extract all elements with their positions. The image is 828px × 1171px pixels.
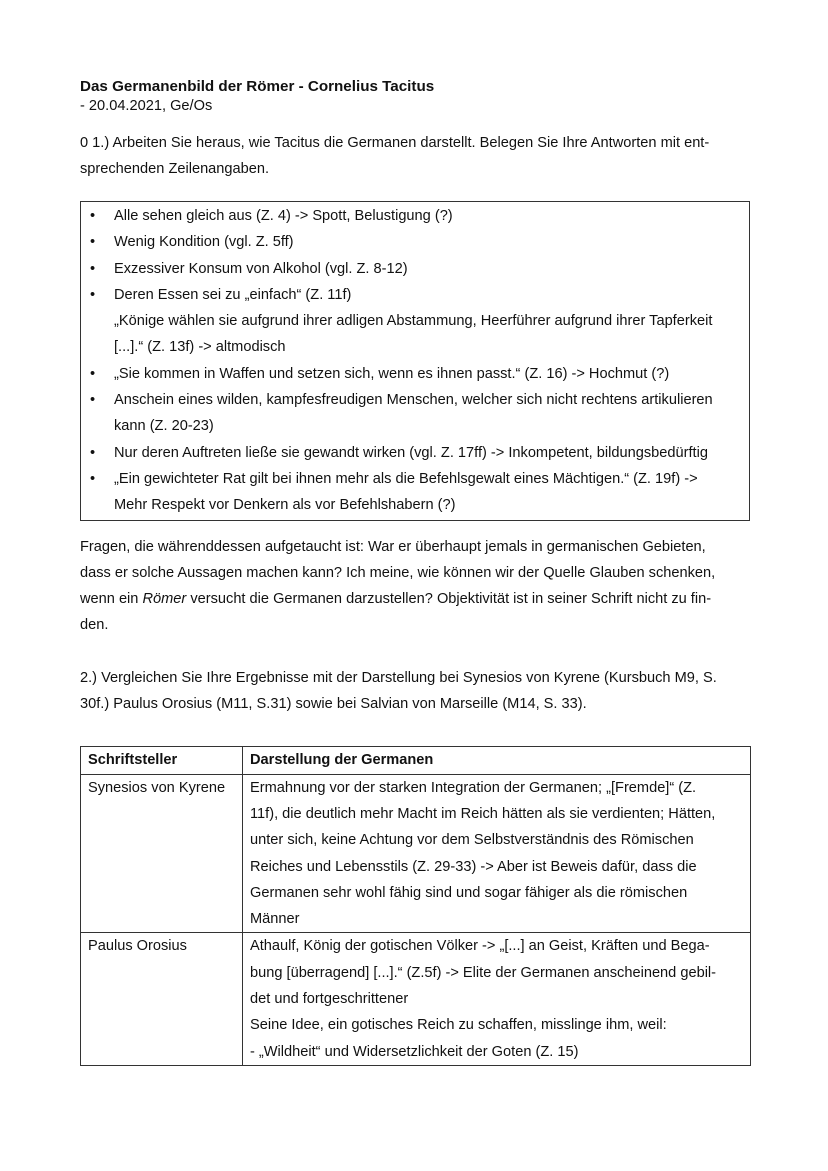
answer-bullet-list bbox=[81, 203, 749, 519]
cell-line: unter sich, keine Achtung vor dem Selbstverständnis des Römischen bbox=[250, 832, 694, 849]
task-2-line: 2.) Vergleichen Sie Ihre Ergebnisse mit der Darstellung bei Synesios von Kyrene (Kursbuch M9, S. bbox=[80, 669, 717, 686]
table-header-author: Schriftsteller bbox=[81, 747, 243, 774]
bullet-continuation bbox=[81, 492, 749, 518]
bullet-text: Mehr Respekt vor Denkern als vor Befehlshabern (?) bbox=[114, 497, 456, 514]
bullet-text: Anschein eines wilden, kampfesfreudigen Menschen, welcher sich nicht rechtens artikulieren bbox=[114, 392, 713, 409]
cell-line: bung [überragend] [...].“ (Z.5f) -> Elite der Germanen anscheinend gebil- bbox=[250, 964, 717, 981]
task-2-prompt bbox=[80, 665, 750, 718]
bullet-dot: • bbox=[90, 444, 96, 461]
bullet-item bbox=[81, 203, 749, 229]
bullet-text: Exzessiver Konsum von Alkohol (vgl. Z. 8-12) bbox=[114, 260, 408, 277]
table-header-row bbox=[81, 747, 751, 774]
bullet-text: „Sie kommen in Waffen und setzen sich, wenn es ihnen passt.“ (Z. 16) -> Hochmut (?) bbox=[114, 365, 670, 382]
comparison-table bbox=[80, 746, 751, 1066]
task-2-line: 30f.) Paulus Orosius (M11, S.31) sowie bei Salvian von Marseille (M14, S. 33). bbox=[80, 696, 587, 713]
table-cell-depiction bbox=[243, 933, 751, 1066]
task-1-line: sprechenden Zeilenangaben. bbox=[80, 161, 270, 177]
bullet-dot: • bbox=[90, 470, 96, 487]
table-row bbox=[81, 933, 751, 1066]
questions-line: dass er solche Aussagen machen kann? Ich meine, wie können wir der Quelle Glauben schenken, bbox=[80, 564, 716, 581]
bullet-continuation bbox=[81, 334, 749, 360]
cell-line: 11f), die deutlich mehr Macht im Reich hätten als sie verdienten; Hätten, bbox=[250, 805, 716, 822]
questions-text: wenn ein bbox=[80, 591, 143, 608]
emphasis-roemer: Römer bbox=[142, 591, 187, 608]
cell-line: Seine Idee, ein gotisches Reich zu schaffen, misslinge ihm, weil: bbox=[250, 1017, 667, 1034]
bullet-dot: • bbox=[90, 234, 96, 251]
bullet-text: Deren Essen sei zu „einfach“ (Z. 11f) bbox=[114, 286, 352, 303]
bullet-dot: • bbox=[90, 392, 96, 409]
bullet-item bbox=[81, 387, 749, 413]
table-header-depiction: Darstellung der Germanen bbox=[243, 747, 751, 774]
questions-line bbox=[80, 586, 750, 612]
bullet-dot: • bbox=[90, 286, 96, 303]
tacitus-answer-box bbox=[80, 201, 750, 521]
bullet-text: Alle sehen gleich aus (Z. 4) -> Spott, Belustigung (?) bbox=[114, 208, 453, 224]
table-row bbox=[81, 774, 751, 933]
cell-line: Ermahnung vor der starken Integration der Germanen; „[Fremde]“ (Z. bbox=[250, 779, 697, 796]
bullet-item bbox=[81, 361, 749, 387]
bullet-dot: • bbox=[90, 260, 96, 277]
bullet-item bbox=[81, 256, 749, 282]
table-cell-author: Synesios von Kyrene bbox=[81, 774, 243, 933]
bullet-text: [...].“ (Z. 13f) -> altmodisch bbox=[114, 339, 286, 356]
bullet-text: „Könige wählen sie aufgrund ihrer adligen Abstammung, Heerführer aufgrund ihrer Tapferkeit bbox=[114, 313, 713, 330]
cell-line: det und fortgeschrittener bbox=[250, 991, 409, 1008]
task-1-line: 0 1.) Arbeiten Sie heraus, wie Tacitus die Germanen darstellt. Belegen Sie Ihre Antworten mit ent- bbox=[80, 135, 710, 151]
bullet-dot: • bbox=[90, 365, 96, 382]
table-cell-depiction bbox=[243, 774, 751, 933]
questions-line: den. bbox=[80, 617, 109, 634]
cell-line: Männer bbox=[250, 911, 300, 928]
bullet-item bbox=[81, 440, 749, 466]
bullet-item bbox=[81, 282, 749, 308]
bullet-item bbox=[81, 466, 749, 492]
cell-line: Germanen sehr wohl fähig sind und sogar fähiger als die römischen bbox=[250, 884, 688, 901]
bullet-text: Nur deren Auftreten ließe sie gewandt wirken (vgl. Z. 17ff) -> Inkompetent, bildungsbedürftig bbox=[114, 444, 708, 461]
document-page bbox=[80, 77, 750, 1066]
document-date: - 20.04.2021, Ge/Os bbox=[80, 98, 213, 114]
bullet-continuation bbox=[81, 413, 749, 439]
bullet-text: Wenig Kondition (vgl. Z. 5ff) bbox=[114, 234, 294, 251]
bullet-text: kann (Z. 20-23) bbox=[114, 418, 214, 435]
questions-text: versucht die Germanen darzustellen? Objektivität ist in seiner Schrift nicht zu fin- bbox=[186, 591, 712, 608]
cell-line: - „Wildheit“ und Widersetzlichkeit der Goten (Z. 15) bbox=[250, 1043, 579, 1060]
cell-line: Reiches und Lebensstils (Z. 29-33) -> Aber ist Beweis dafür, dass die bbox=[250, 858, 697, 875]
questions-paragraph bbox=[80, 534, 750, 639]
task-1-prompt bbox=[80, 130, 750, 182]
cell-line: Athaulf, König der gotischen Völker -> „[...] an Geist, Kräften und Bega- bbox=[250, 938, 710, 955]
bullet-text: „Ein gewichteter Rat gilt bei ihnen mehr als die Befehlsgewalt eines Mächtigen.“ (Z. 19f) -> bbox=[114, 470, 698, 487]
bullet-item bbox=[81, 229, 749, 255]
document-title: Das Germanenbild der Römer - Cornelius Tacitus bbox=[80, 78, 435, 95]
bullet-dot: • bbox=[90, 208, 96, 224]
bullet-continuation bbox=[81, 308, 749, 334]
table-cell-author: Paulus Orosius bbox=[81, 933, 243, 1066]
questions-line: Fragen, die währenddessen aufgetaucht ist: War er überhaupt jemals in germanischen Gebieten, bbox=[80, 538, 706, 555]
